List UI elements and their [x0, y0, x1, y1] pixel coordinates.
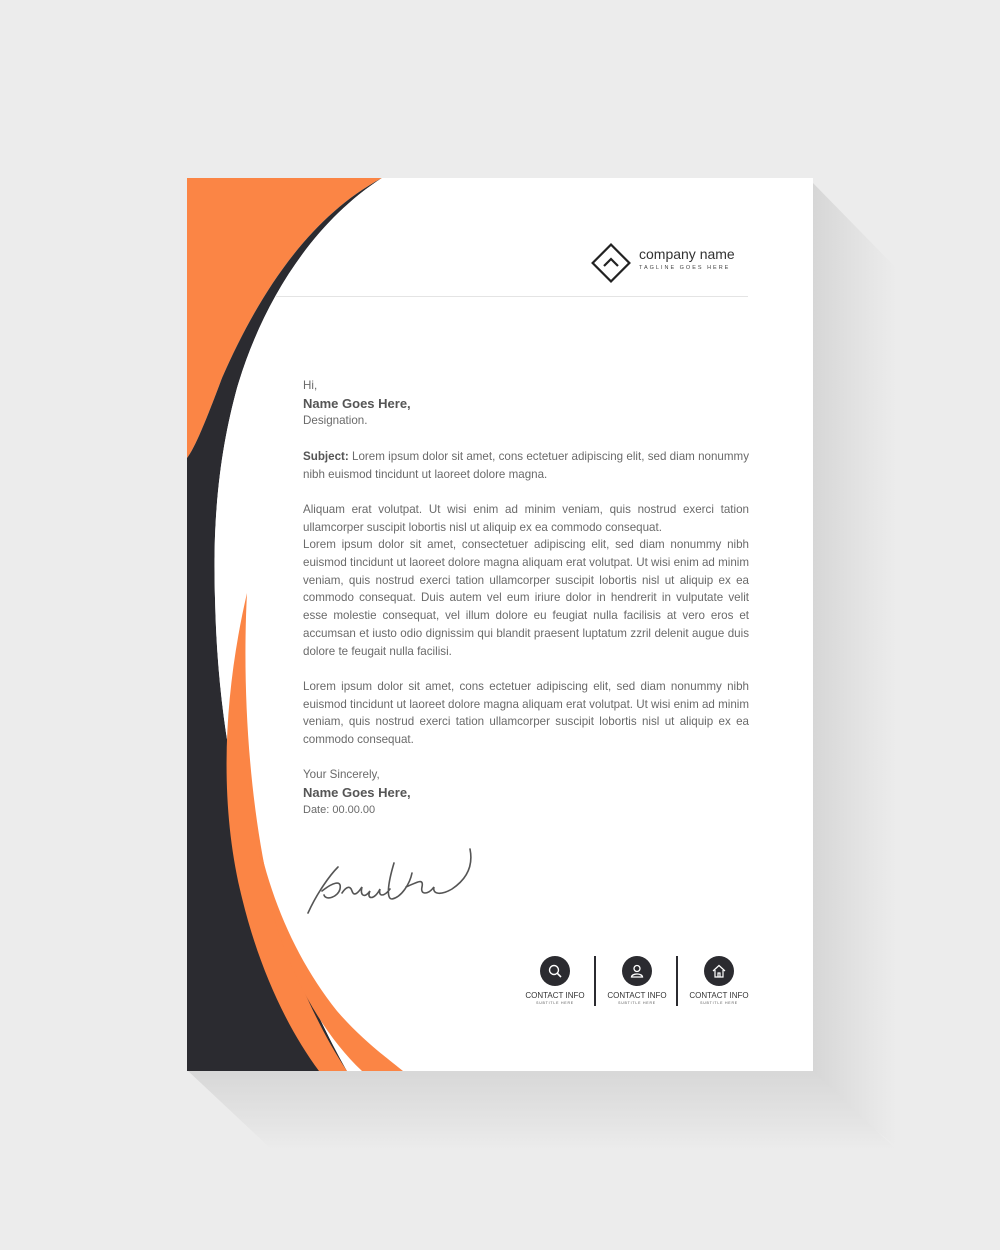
paragraph-1a: Aliquam erat volutpat. Ut wisi enim ad minim veniam, quis nostrud exerci tation ullamcorper suscipit lobortis nisl ut aliquip ex ea commodo consequat.: [303, 502, 749, 534]
header-divider: [275, 296, 748, 297]
subject-text: Lorem ipsum dolor sit amet, cons ectetuer adipiscing elit, sed diam nonummy nibh euismod tincidunt ut laoreet dolore magna.: [303, 449, 749, 481]
contact-divider: [676, 956, 678, 1006]
contact-label: CONTACT INFO: [525, 991, 585, 1000]
contact-label: CONTACT INFO: [689, 991, 749, 1000]
contact-divider: [594, 956, 596, 1006]
diamond-chevron-logo-icon: [589, 241, 633, 285]
paragraph-2: Lorem ipsum dolor sit amet, cons ectetuer adipiscing elit, sed diam nonummy nibh euismod tincidunt ut laoreet dolore magna aliquam erat volutpat. Ut wisi enim ad minim veniam, quis nostrud exerci tation ullamcorper suscipit lobortis nisl ut aliquip ex ea commodo consequat.: [303, 679, 749, 747]
letterhead-page: [187, 178, 813, 1071]
contact-item-2: [599, 956, 675, 1005]
user-icon: [622, 956, 652, 986]
subject-line: [303, 448, 749, 483]
contact-subtitle: SUBTITLE HERE: [618, 1001, 656, 1005]
company-name: company name: [639, 246, 735, 262]
greeting: Hi,: [303, 379, 318, 392]
search-icon: [540, 956, 570, 986]
contact-item-3: [681, 956, 757, 1005]
contact-bar: [517, 956, 757, 1016]
letter-body: [303, 377, 749, 820]
recipient-name: Name Goes Here,: [303, 395, 411, 411]
contact-subtitle: SUBTITLE HERE: [700, 1001, 738, 1005]
designation: Designation.: [303, 414, 368, 428]
letter-date: Date: 00.00.00: [303, 803, 376, 816]
home-icon: [704, 956, 734, 986]
paragraph-1b: Lorem ipsum dolor sit amet, consectetuer adipiscing elit, sed diam nonummy nibh euismod tincidunt ut laoreet dolore magna aliquam erat volutpat. Ut wisi enim ad minim veniam, quis nostrud exerci tation ullamcorper suscipit lobortis nisl ut aliquip ex ea commodo consequat. Duis autem vel eum iriure dolor in hendrerit in vulputate velit esse molestie consequat, vel illum dolore eu feugiat nulla facilisis at vero eros et accumsan et iusto odio dignissim qui blandit praesent luptatum zzril delenit augue duis dolore te feugait nulla facilisi.: [303, 538, 749, 658]
contact-label: CONTACT INFO: [607, 991, 667, 1000]
contact-subtitle: SUBTITLE HERE: [536, 1001, 574, 1005]
handwritten-signature: [302, 843, 482, 923]
subject-label: Subject:: [303, 449, 349, 463]
page-shadow-bottom: [187, 1070, 897, 1150]
closing: Your Sincerely,: [303, 768, 380, 782]
page-shadow-right: [812, 182, 897, 1147]
company-tagline: TAGLINE GOES HERE: [639, 265, 731, 271]
sender-name: Name Goes Here,: [303, 785, 411, 801]
contact-item-1: [517, 956, 593, 1005]
